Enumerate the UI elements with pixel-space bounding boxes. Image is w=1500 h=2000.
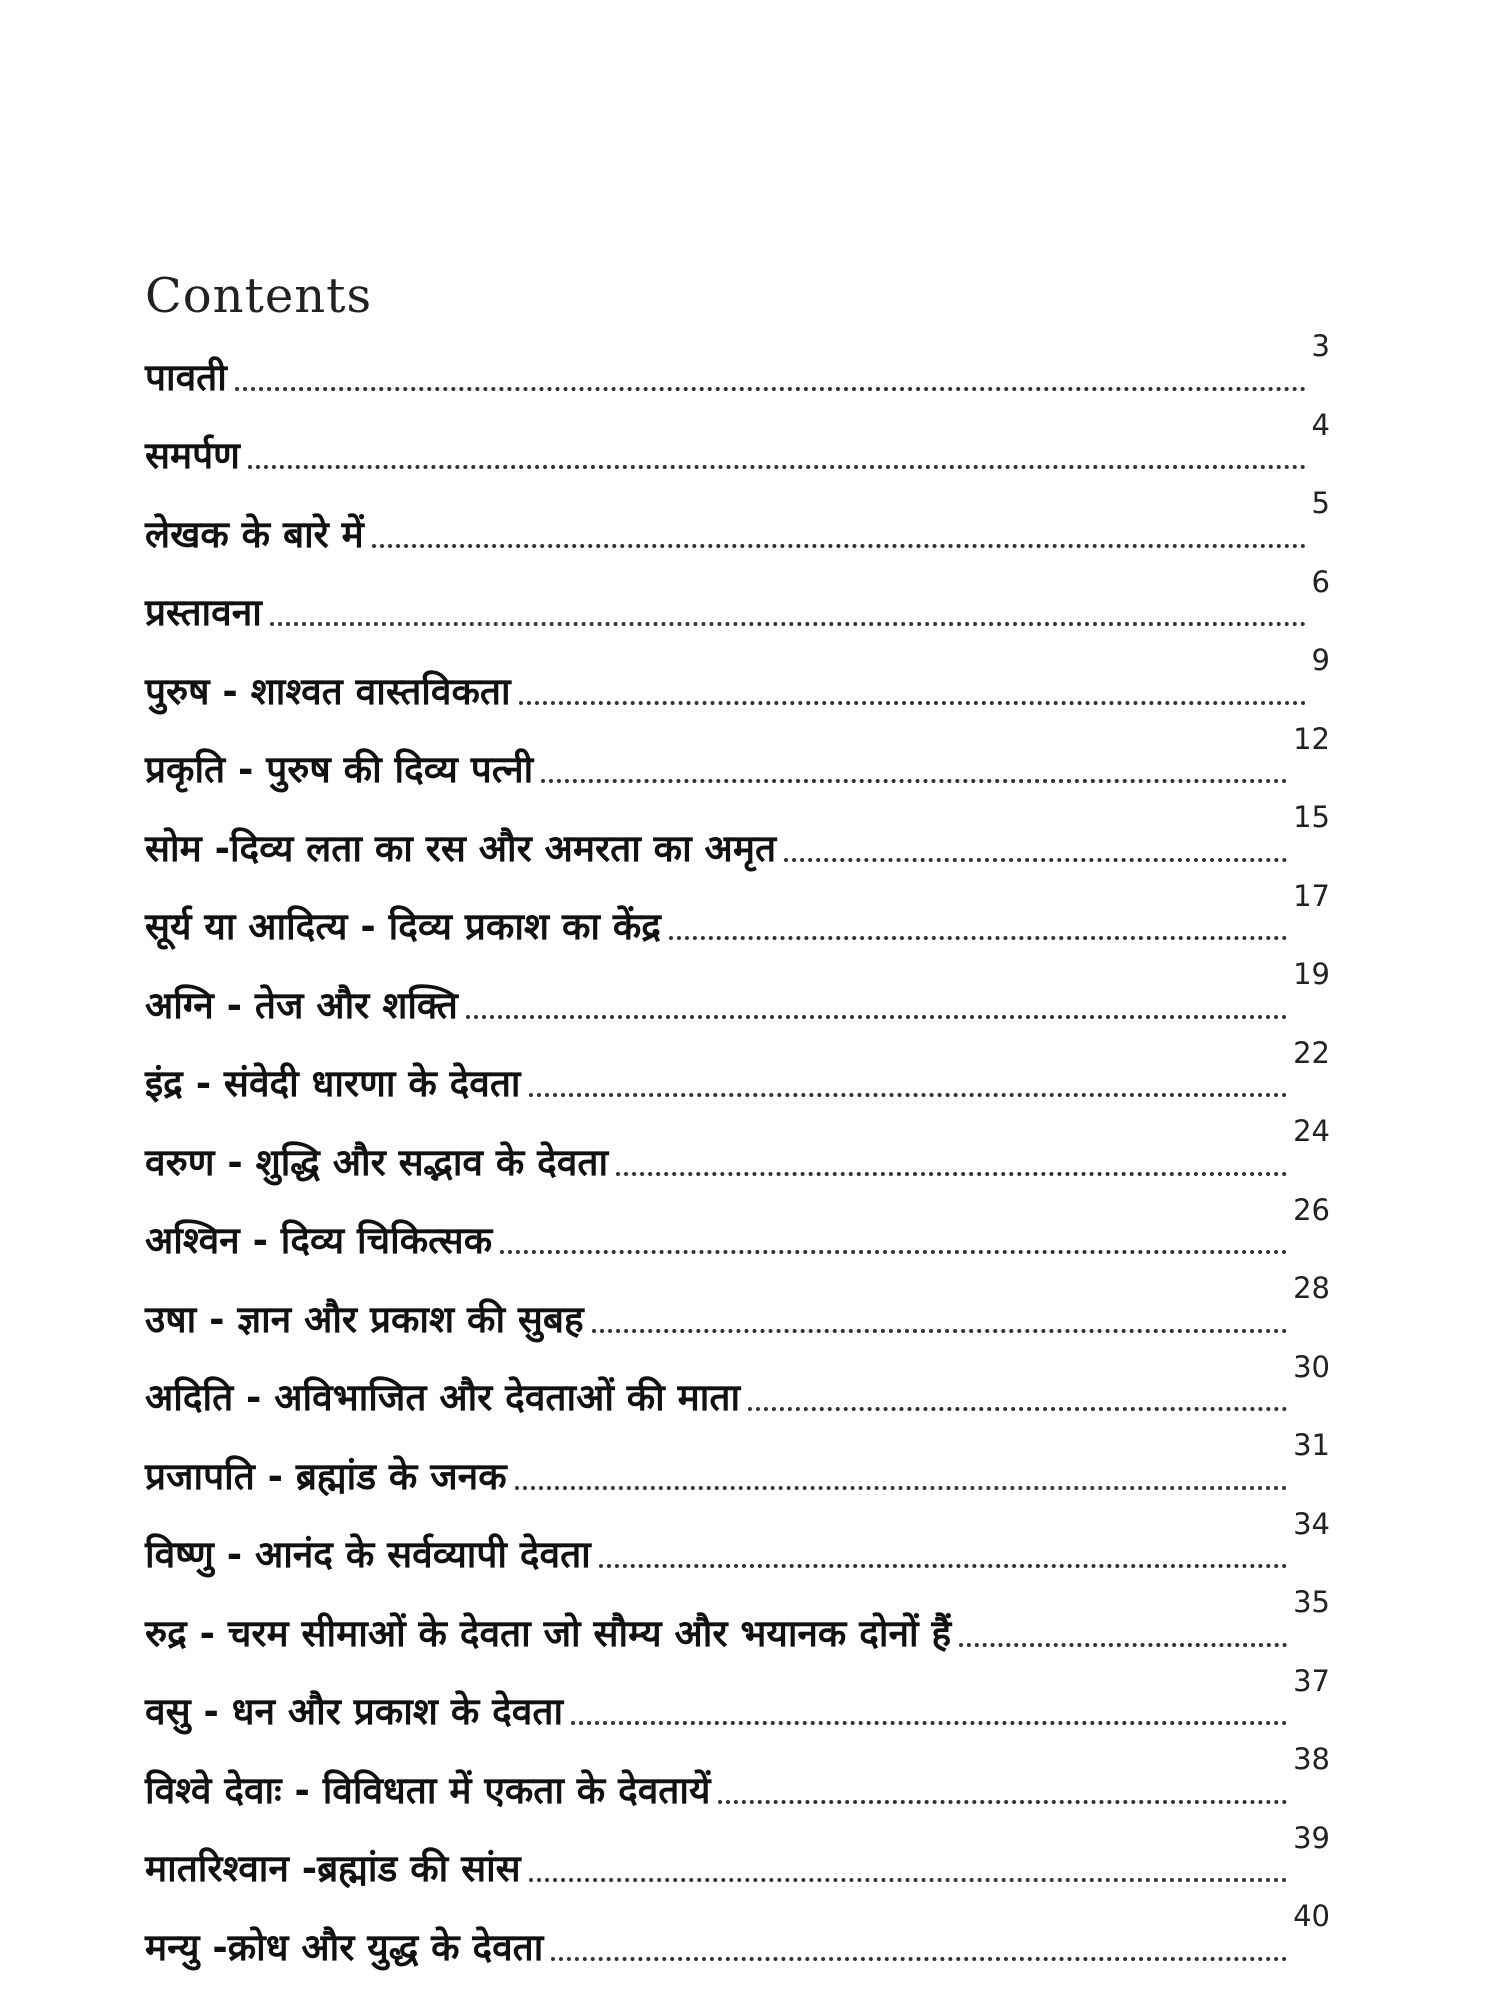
toc-entry-page-number: 5 — [1311, 486, 1330, 520]
toc-entry — [145, 958, 1330, 1037]
toc-entry-page-number: 40 — [1293, 1899, 1330, 1933]
toc-entry-page-number: 6 — [1311, 564, 1330, 599]
dot-leader — [616, 1172, 1287, 1176]
dot-leader — [784, 858, 1287, 862]
toc-entry-title: अश्विन - दिव्य चिकित्सक — [145, 1219, 493, 1263]
dot-leader — [959, 1643, 1287, 1647]
table-of-contents — [145, 330, 1330, 1979]
toc-entry-title: पुरुष - शाश्वत वास्तविकता — [145, 669, 511, 713]
toc-entry-title: प्रकृति - पुरुष की दिव्य पत्नी — [145, 748, 534, 792]
dot-leader — [270, 622, 1306, 626]
toc-entry-page-number: 35 — [1293, 1585, 1330, 1619]
toc-entry-title: विश्वे देवाः - विविधता में एकता के देवतायें — [145, 1768, 711, 1812]
toc-entry-page-number: 4 — [1311, 407, 1330, 442]
dot-leader — [529, 1093, 1288, 1097]
toc-entry — [145, 566, 1330, 645]
toc-entry-page-number: 37 — [1293, 1663, 1330, 1698]
dot-leader — [669, 936, 1287, 940]
toc-entry — [145, 330, 1330, 409]
toc-entry — [145, 880, 1330, 959]
toc-entry — [145, 1822, 1330, 1901]
dot-leader — [551, 1957, 1287, 1961]
toc-entry — [145, 1508, 1330, 1587]
toc-entry — [145, 1194, 1330, 1273]
contents-heading: Contents — [145, 268, 373, 324]
toc-entry-title: सोम -दिव्य लता का रस और अमरता का अमृत — [145, 826, 777, 870]
toc-entry-title: विष्णु - आनंद के सर्वव्यापी देवता — [145, 1533, 591, 1577]
toc-entry-page-number: 19 — [1293, 957, 1330, 991]
toc-entry-title: उषा - ज्ञान और प्रकाश की सुबह — [145, 1297, 584, 1341]
toc-entry-title: वसु - धन और प्रकाश के देवता — [145, 1690, 564, 1734]
toc-entry-page-number: 17 — [1293, 878, 1330, 913]
toc-entry-title: वरुण - शुद्धि और सद्भाव के देवता — [145, 1140, 609, 1184]
dot-leader — [718, 1800, 1287, 1804]
toc-entry — [145, 487, 1330, 566]
toc-entry-page-number: 31 — [1293, 1428, 1330, 1462]
toc-entry-page-number: 22 — [1293, 1035, 1330, 1070]
dot-leader — [599, 1564, 1287, 1568]
toc-entry — [145, 1900, 1330, 1979]
dot-leader — [515, 1486, 1287, 1490]
toc-entry-page-number: 30 — [1293, 1349, 1330, 1384]
toc-entry-title: मातरिश्वान -ब्रह्मांड की सांस — [145, 1847, 521, 1891]
dot-leader — [541, 779, 1287, 783]
toc-entry-page-number: 39 — [1293, 1820, 1330, 1855]
toc-entry-title: मन्यु -क्रोध और युद्ध के देवता — [145, 1925, 544, 1969]
toc-entry — [145, 1037, 1330, 1116]
toc-entry — [145, 1429, 1330, 1508]
toc-entry-page-number: 3 — [1311, 329, 1330, 363]
dot-leader — [248, 465, 1306, 469]
toc-entry-title: रुद्र - चरम सीमाओं के देवता जो सौम्य और भयानक दोनों हैं — [145, 1611, 952, 1655]
toc-entry — [145, 1665, 1330, 1744]
toc-entry-page-number: 26 — [1293, 1192, 1330, 1227]
dot-leader — [235, 387, 1306, 391]
toc-entry-page-number: 9 — [1311, 643, 1330, 677]
toc-entry-title: अग्नि - तेज और शक्ति — [145, 983, 458, 1027]
toc-entry — [145, 1351, 1330, 1430]
dot-leader — [372, 544, 1306, 548]
toc-entry-page-number: 34 — [1293, 1506, 1330, 1541]
toc-entry — [145, 1743, 1330, 1822]
toc-entry — [145, 1586, 1330, 1665]
toc-entry-page-number: 24 — [1293, 1114, 1330, 1148]
dot-leader — [466, 1015, 1287, 1019]
toc-entry-title: समर्पण — [145, 434, 240, 478]
toc-entry-title: प्रस्तावना — [145, 591, 262, 635]
toc-entry-title: अदिति - अविभाजित और देवताओं की माता — [145, 1376, 741, 1420]
toc-entry — [145, 801, 1330, 880]
toc-entry-page-number: 38 — [1293, 1742, 1330, 1776]
toc-entry-title: लेखक के बारे में — [145, 512, 364, 556]
dot-leader — [500, 1250, 1287, 1254]
dot-leader — [592, 1329, 1287, 1333]
toc-entry — [145, 723, 1330, 802]
toc-entry-page-number: 28 — [1293, 1271, 1330, 1305]
dot-leader — [519, 701, 1306, 705]
toc-entry-page-number: 15 — [1293, 800, 1330, 834]
toc-entry — [145, 644, 1330, 723]
toc-entry-title: इंद्र - संवेदी धारणा के देवता — [145, 1062, 521, 1106]
toc-entry-title: पावती — [145, 355, 227, 399]
dot-leader — [571, 1721, 1287, 1725]
toc-entry — [145, 1115, 1330, 1194]
dot-leader — [529, 1878, 1287, 1882]
toc-entry — [145, 409, 1330, 488]
toc-entry-title: प्रजापति - ब्रह्मांड के जनक — [145, 1454, 507, 1498]
toc-entry — [145, 1272, 1330, 1351]
toc-entry-title: सूर्य या आदित्य - दिव्य प्रकाश का केंद्र — [145, 905, 661, 949]
dot-leader — [748, 1407, 1287, 1411]
toc-entry-page-number: 12 — [1293, 721, 1330, 756]
